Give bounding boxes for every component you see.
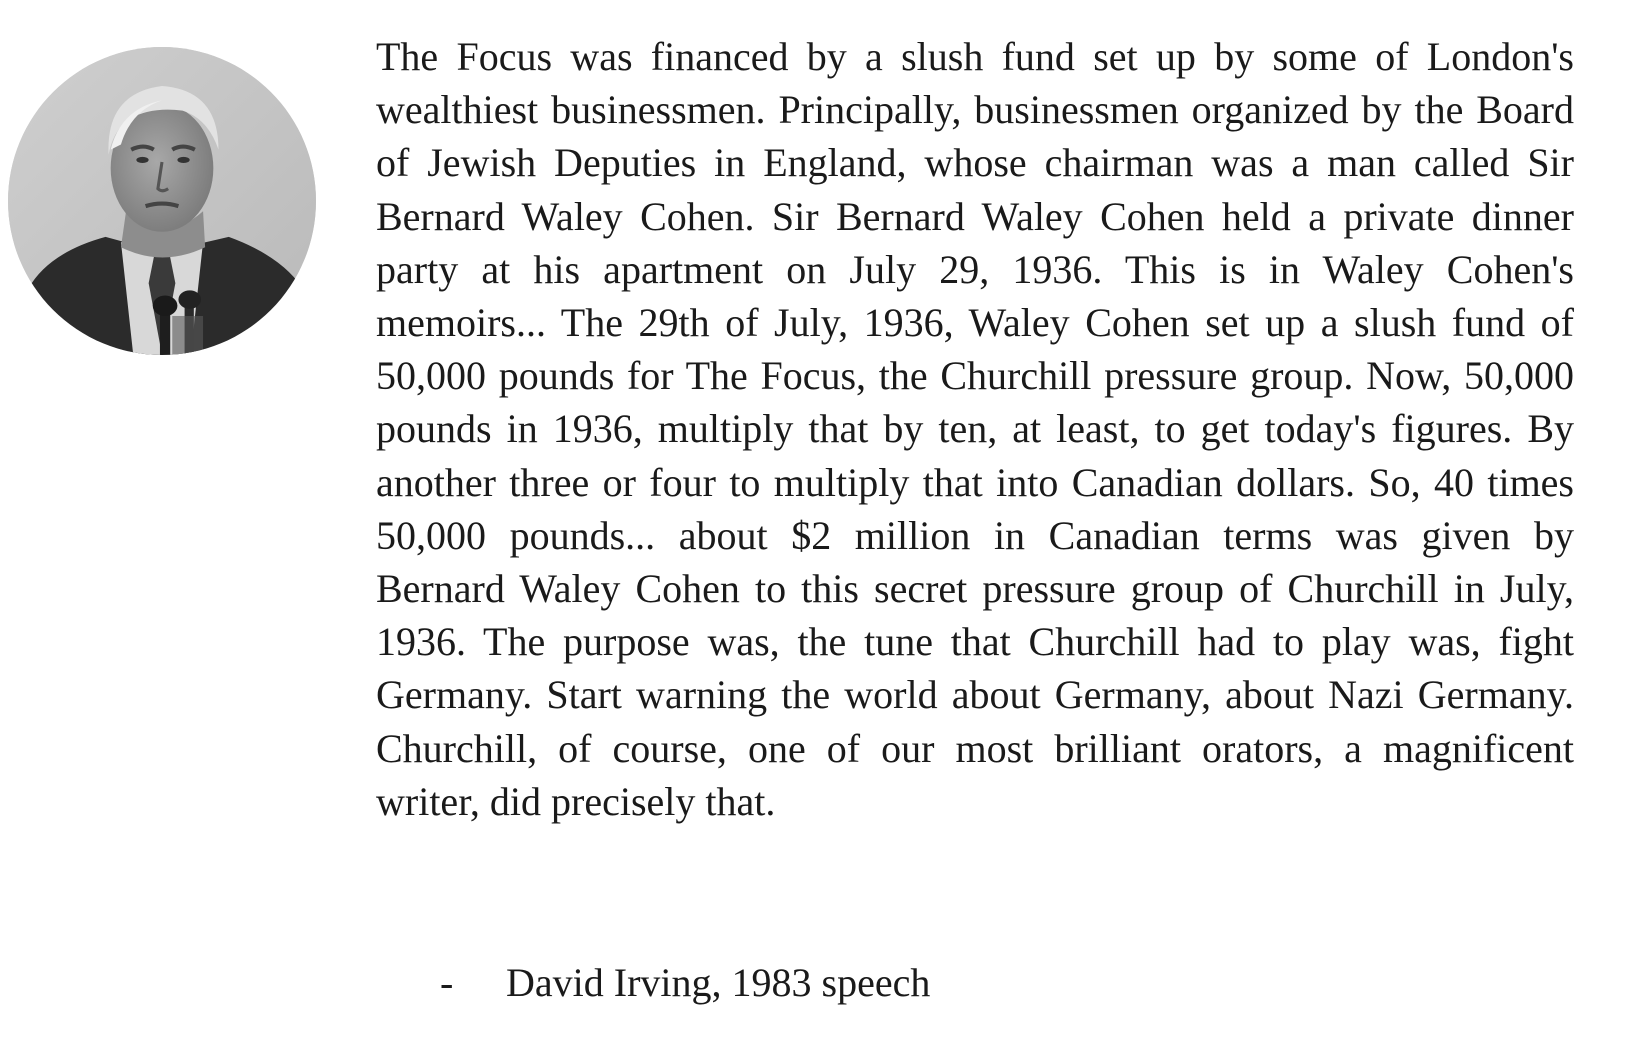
speaker-portrait	[8, 47, 316, 355]
quote-text: The Focus was financed by a slush fund set up by some of London's wealthiest businessmen. Principally, businessmen organized by the Board of Jewish Deputies in England, whose chairman was a man called Sir Bernard Waley Cohen. Sir Bernard Waley Cohen held a private dinner party at his apartment on July 29, 1936. This is in Waley Cohen's memoirs... The 29th of July, 1936, Waley Cohen set up a slush fund of 50,000 pounds for The Focus, the Churchill pressure group. Now, 50,000 pounds in 1936, multiply that by ten, at least, to get today's figures. By another three or four to multiply that into Canadian dollars. So, 40 times 50,000 pounds... about $2 million in Canadian terms was given by Bernard Waley Cohen to this secret pressure group of Churchill in July, 1936. The purpose was, the tune that Churchill had to play was, fight Germany. Start warning the world about Germany, about Nazi Germany. Churchill, of course, one of our most brilliant orators, a magnificent writer, did precisely that.	[376, 34, 1574, 824]
speaker-portrait-image	[8, 47, 316, 355]
attribution-dash: -	[440, 960, 454, 1005]
attribution-source: David Irving, 1983 speech	[506, 960, 931, 1005]
quote-attribution	[440, 956, 930, 1009]
